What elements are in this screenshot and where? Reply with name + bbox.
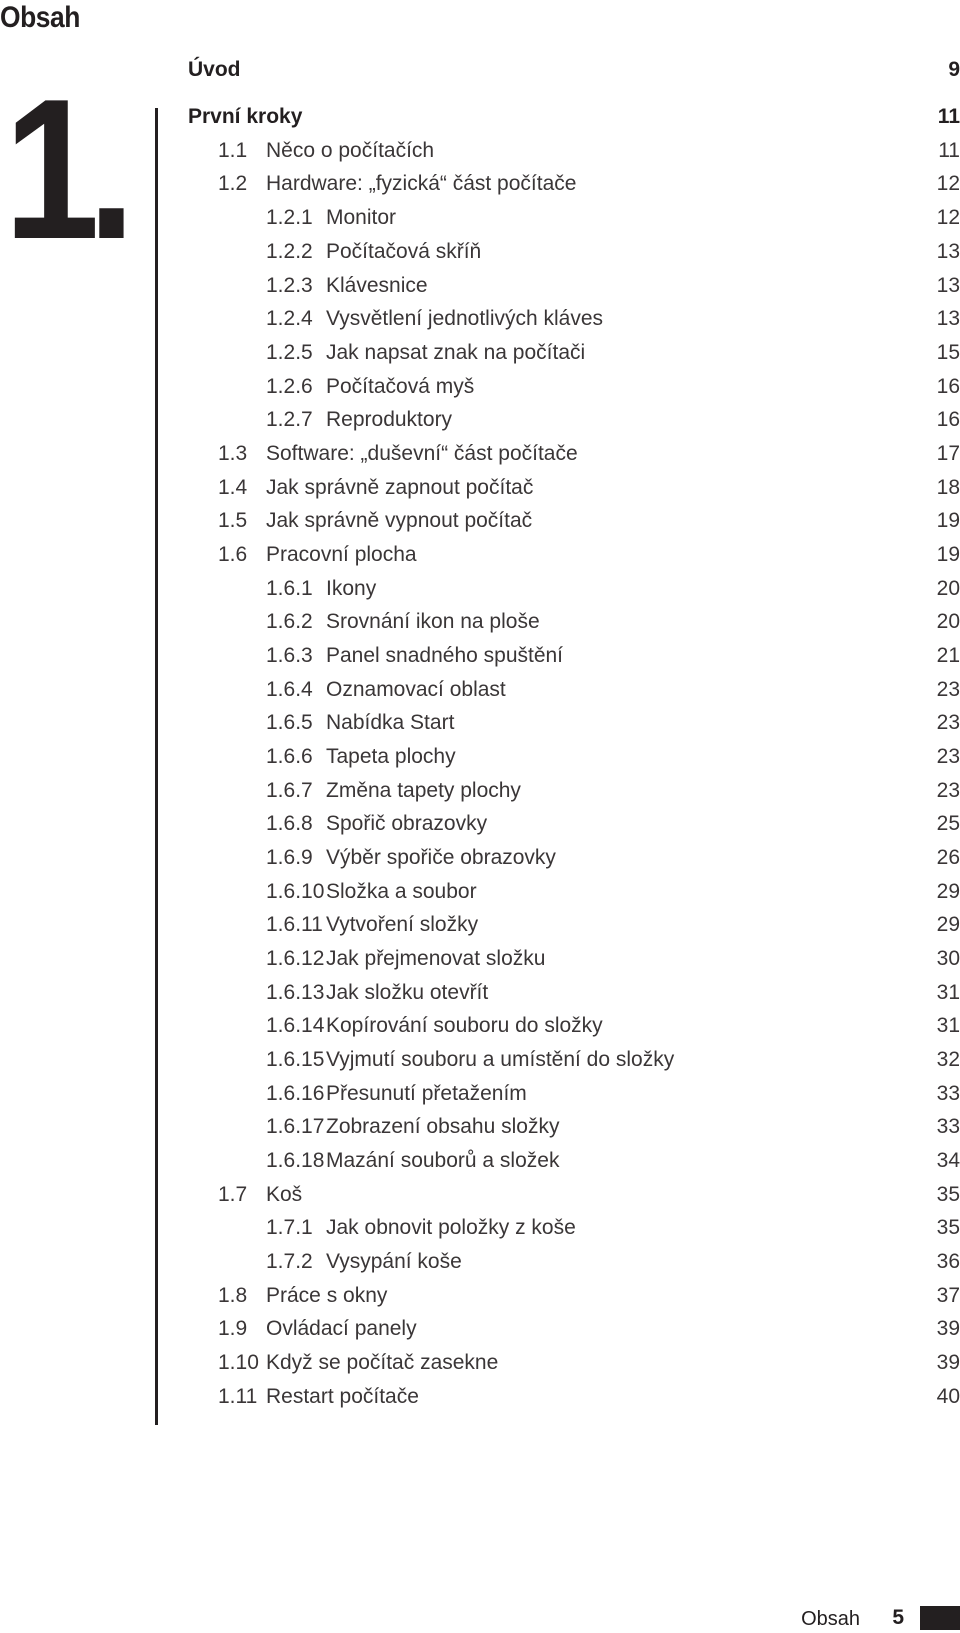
toc-page: 25 <box>936 812 960 835</box>
toc-page: 13 <box>936 240 960 263</box>
toc-item[interactable] <box>188 607 960 637</box>
toc-item[interactable] <box>188 1045 960 1075</box>
toc-number: 1.2.7 <box>266 408 313 431</box>
toc-item[interactable] <box>188 809 960 839</box>
toc-title: Něco o počítačích <box>266 139 435 162</box>
toc-item[interactable] <box>188 136 960 166</box>
toc-page: 31 <box>936 1014 960 1037</box>
toc-number: 1.6.7 <box>266 779 313 802</box>
toc-number: 1.2.2 <box>266 240 313 263</box>
toc-page: 12 <box>936 172 960 195</box>
toc-item[interactable] <box>188 338 960 368</box>
page-heading: Obsah <box>0 1 80 34</box>
toc-page: 21 <box>936 644 960 667</box>
toc-number: 1.6.14 <box>266 1014 325 1037</box>
toc-page: 11 <box>938 139 960 162</box>
toc-page: 33 <box>936 1082 960 1105</box>
toc-item[interactable] <box>188 1079 960 1109</box>
toc-title: Vytvoření složky <box>326 913 479 936</box>
toc-number: 1.6.2 <box>266 610 313 633</box>
toc-page: 13 <box>936 274 960 297</box>
toc-number: 1.2.4 <box>266 307 313 330</box>
toc-page: 39 <box>936 1351 960 1374</box>
toc-title: Jak obnovit položky z koše <box>326 1216 576 1239</box>
toc-number: 1.6.18 <box>266 1149 325 1172</box>
toc-number: 1.6.10 <box>266 880 325 903</box>
toc-page: 23 <box>936 745 960 768</box>
toc-title: Ikony <box>326 577 377 600</box>
toc-number: 1.8 <box>218 1284 248 1307</box>
toc-page: 12 <box>936 206 960 229</box>
toc-page: 36 <box>936 1250 960 1273</box>
toc-item[interactable] <box>188 1213 960 1243</box>
toc-title: Úvod <box>188 58 241 81</box>
toc-item[interactable] <box>188 304 960 334</box>
toc-number: 1.6.16 <box>266 1082 325 1105</box>
toc-item[interactable] <box>188 574 960 604</box>
toc-title: Změna tapety plochy <box>326 779 521 802</box>
toc-title: Práce s okny <box>266 1284 388 1307</box>
toc-page: 37 <box>936 1284 960 1307</box>
toc-number: 1.6 <box>218 543 248 566</box>
toc-item[interactable] <box>188 843 960 873</box>
toc-title: Software: „duševní“ část počítače <box>266 442 578 465</box>
toc-title: Restart počítače <box>266 1385 419 1408</box>
toc-page: 26 <box>936 846 960 869</box>
toc-number: 1.2.5 <box>266 341 313 364</box>
toc-number: 1.6.4 <box>266 678 313 701</box>
toc-item[interactable] <box>188 1348 960 1378</box>
toc-item[interactable] <box>188 1180 960 1210</box>
toc-number: 1.6.6 <box>266 745 313 768</box>
toc-number: 1.6.17 <box>266 1115 325 1138</box>
toc-page: 20 <box>936 610 960 633</box>
toc-page: 34 <box>936 1149 960 1172</box>
toc-page: 39 <box>936 1317 960 1340</box>
toc-number: 1.1 <box>218 139 248 162</box>
toc-number: 1.6.12 <box>266 947 325 970</box>
toc-number: 1.6.9 <box>266 846 313 869</box>
toc-title: Jak přejmenovat složku <box>326 947 546 970</box>
toc-title: Koš <box>266 1183 303 1206</box>
toc-page: 29 <box>936 913 960 936</box>
footer-square <box>920 1606 960 1630</box>
chapter-number: 1. <box>4 58 124 281</box>
toc-number: 1.5 <box>218 509 248 532</box>
toc-number: 1.6.8 <box>266 812 313 835</box>
toc-item[interactable] <box>188 641 960 671</box>
toc-number: 1.6.1 <box>266 577 313 600</box>
toc-item[interactable] <box>188 405 960 435</box>
toc-title: Mazání souborů a složek <box>326 1149 560 1172</box>
toc-number: 1.3 <box>218 442 248 465</box>
toc-title: Reproduktory <box>326 408 453 431</box>
toc-title: Srovnání ikon na ploše <box>326 610 540 633</box>
chapter-rule <box>155 108 158 1425</box>
toc-item[interactable] <box>188 1281 960 1311</box>
toc-number: 1.6.15 <box>266 1048 325 1071</box>
toc-item[interactable] <box>188 742 960 772</box>
toc-item[interactable] <box>188 1112 960 1142</box>
toc-item[interactable] <box>188 1146 960 1176</box>
toc-title: Jak správně vypnout počítač <box>266 509 533 532</box>
toc-number: 1.6.11 <box>266 913 323 936</box>
toc-title: Zobrazení obsahu složky <box>326 1115 560 1138</box>
toc-title: Jak složku otevřít <box>326 981 489 1004</box>
toc-page: 30 <box>936 947 960 970</box>
toc-title: Jak napsat znak na počítači <box>326 341 586 364</box>
toc-title: Počítačová myš <box>326 375 475 398</box>
toc-page: 29 <box>936 880 960 903</box>
toc-number: 1.2.1 <box>266 206 313 229</box>
toc-item[interactable] <box>188 675 960 705</box>
toc-number: 1.6.13 <box>266 981 325 1004</box>
toc-number: 1.7.2 <box>266 1250 313 1273</box>
toc-title: První kroky <box>188 105 303 128</box>
toc-title: Výběr spořiče obrazovky <box>326 846 556 869</box>
toc-page: 33 <box>936 1115 960 1138</box>
toc-title: Přesunutí přetažením <box>326 1082 527 1105</box>
toc-item[interactable] <box>188 203 960 233</box>
toc-item[interactable] <box>188 978 960 1008</box>
toc-item[interactable] <box>188 1247 960 1277</box>
toc-item[interactable] <box>188 708 960 738</box>
toc-title: Panel snadného spuštění <box>326 644 564 667</box>
toc-item[interactable] <box>188 1011 960 1041</box>
toc-page: 20 <box>936 577 960 600</box>
toc-heading-prvni-kroky[interactable] <box>188 102 960 132</box>
toc-page: 40 <box>936 1385 960 1408</box>
toc-page: 23 <box>936 678 960 701</box>
toc-title: Spořič obrazovky <box>326 812 488 835</box>
toc-item[interactable] <box>188 1382 960 1412</box>
toc-number: 1.2 <box>218 172 248 195</box>
toc-number: 1.7.1 <box>266 1216 313 1239</box>
toc-heading-uvod[interactable] <box>188 55 960 85</box>
toc-page: 32 <box>936 1048 960 1071</box>
toc-page: 35 <box>936 1183 960 1206</box>
toc-item[interactable] <box>188 910 960 940</box>
toc-title: Kopírování souboru do složky <box>326 1014 603 1037</box>
toc-number: 1.10 <box>218 1351 259 1374</box>
toc-page: 9 <box>948 58 960 81</box>
toc-item[interactable] <box>188 439 960 469</box>
toc-page: 16 <box>936 408 960 431</box>
toc-item[interactable] <box>188 473 960 503</box>
toc-number: 1.6.5 <box>266 711 313 734</box>
toc-item[interactable] <box>188 944 960 974</box>
toc-title: Vyjmutí souboru a umístění do složky <box>326 1048 675 1071</box>
toc-number: 1.4 <box>218 476 248 499</box>
toc-page: 15 <box>936 341 960 364</box>
toc-item[interactable] <box>188 169 960 199</box>
toc-number: 1.11 <box>218 1385 258 1408</box>
toc-item[interactable] <box>188 1314 960 1344</box>
toc-number: 1.2.6 <box>266 375 313 398</box>
toc-page: 11 <box>937 105 960 128</box>
toc-number: 1.7 <box>218 1183 248 1206</box>
toc-item[interactable] <box>188 271 960 301</box>
toc-page: 23 <box>936 711 960 734</box>
toc-item[interactable] <box>188 506 960 536</box>
toc-title: Vysvětlení jednotlivých kláves <box>326 307 604 330</box>
toc-title: Oznamovací oblast <box>326 678 506 701</box>
toc-item[interactable] <box>188 540 960 570</box>
toc-page: 19 <box>936 543 960 566</box>
toc-title: Ovládací panely <box>266 1317 417 1340</box>
toc-page: 23 <box>936 779 960 802</box>
toc-title: Nabídka Start <box>326 711 455 734</box>
toc-number: 1.9 <box>218 1317 248 1340</box>
toc-title: Monitor <box>326 206 397 229</box>
toc-page: 16 <box>936 375 960 398</box>
toc-item[interactable] <box>188 776 960 806</box>
toc-item[interactable] <box>188 372 960 402</box>
toc-page: 35 <box>936 1216 960 1239</box>
toc-number: 1.2.3 <box>266 274 313 297</box>
toc-title: Počítačová skříň <box>326 240 482 263</box>
toc-number: 1.6.3 <box>266 644 313 667</box>
toc-page: 31 <box>936 981 960 1004</box>
toc-title: Když se počítač zasekne <box>266 1351 499 1374</box>
toc-page: 13 <box>936 307 960 330</box>
toc-title: Jak správně zapnout počítač <box>266 476 534 499</box>
toc-title: Hardware: „fyzická“ část počítače <box>266 172 577 195</box>
toc-title: Pracovní plocha <box>266 543 417 566</box>
toc-page: 18 <box>936 476 960 499</box>
toc-title: Klávesnice <box>326 274 428 297</box>
footer-label: Obsah <box>801 1608 860 1630</box>
toc-page: 17 <box>936 442 960 465</box>
toc-item[interactable] <box>188 237 960 267</box>
toc-title: Vysypání koše <box>326 1250 462 1273</box>
footer-page-number: 5 <box>892 1606 904 1629</box>
toc-title: Tapeta plochy <box>326 745 456 768</box>
toc-title: Složka a soubor <box>326 880 477 903</box>
toc-item[interactable] <box>188 877 960 907</box>
toc-page: 19 <box>936 509 960 532</box>
